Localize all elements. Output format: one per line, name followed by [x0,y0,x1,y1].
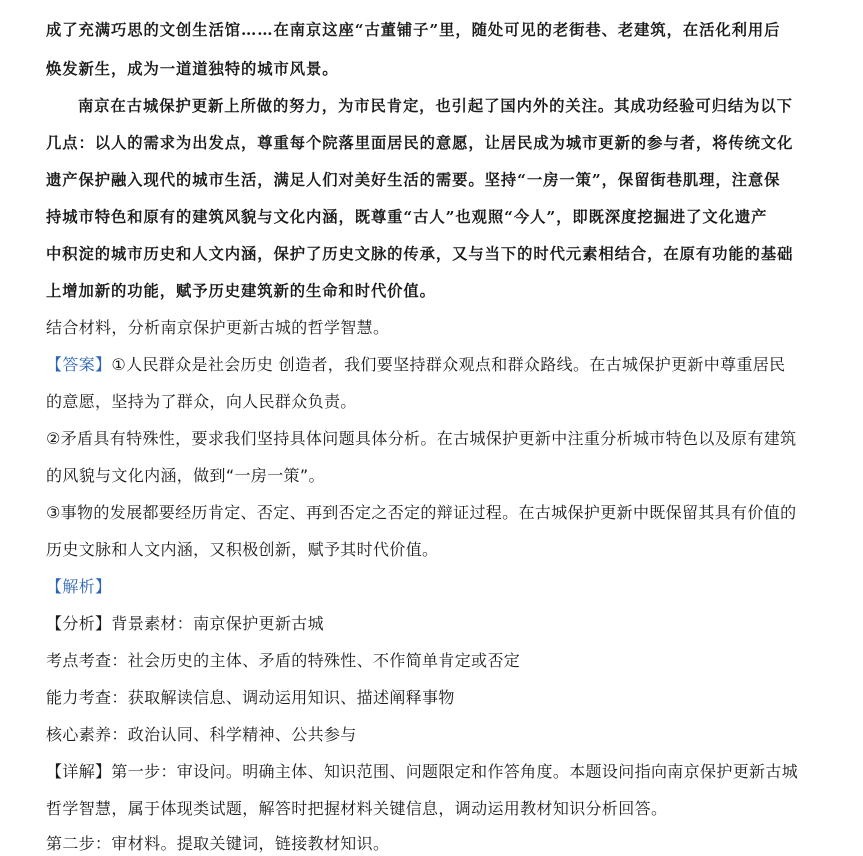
analysis-line-4: 核心素养：政治认同、科学精神、公共参与 [46,725,357,744]
answer-line-5: ③事物的发展都要经历肯定、否定、再到否定之否定的辩证过程。在古城保护更新中既保留其具有价值的 [46,503,797,522]
answer-tag: 【答案】 [46,355,112,374]
material-line-5: 遗产保护融入现代的城市生活，满足人们对美好生活的需要。坚持“一房一策”，保留街巷肌理，注意保 [46,171,781,189]
material-line-4: 几点：以人的需求为出发点，尊重每个院落里面居民的意愿，让居民成为城市更新的参与者，将传统文化 [46,134,794,152]
analysis-line-7: 第二步：审材料。提取关键词，链接教材知识。 [46,834,390,853]
answer-line-3: ②矛盾具有特殊性，要求我们坚持具体问题具体分析。在古城保护更新中注重分析城市特色以及原有建筑 [46,429,797,448]
analysis-line-5: 【详解】第一步：审设问。明确主体、知识范围、问题限定和作答角度。本题设问指向南京保护更新古城 [46,762,799,781]
analysis-line-2: 考点考查：社会历史的主体、矛盾的特殊性、不作简单肯定或否定 [46,651,521,670]
material-line-1: 成了充满巧思的文创生活馆……在南京这座“古董铺子”里，随处可见的老街巷、老建筑，在活化利用后 [46,21,781,39]
material-line-7: 中积淀的城市历史和人文内涵，保护了历史文脉的传承，又与当下的时代元素相结合，在原有功能的基础 [46,245,794,263]
analysis-tag: 【解析】 [46,577,112,596]
answer-line-2: 的意愿，坚持为了群众，向人民群众负责。 [46,392,357,411]
material-line-2: 焕发新生，成为一道道独特的城市风景。 [46,60,339,78]
answer-line-1-text: ①人民群众是社会历史 创造者，我们要坚持群众观点和群众路线。在古城保护更新中尊重居民 [111,355,786,374]
analysis-line-3: 能力考查：获取解读信息、调动运用知识、描述阐释事物 [46,688,455,707]
analysis-line-6: 哲学智慧，属于体现类试题，解答时把握材料关键信息，调动运用教材知识分析回答。 [46,799,668,818]
answer-line-1 [46,355,786,375]
material-line-6: 持城市特色和原有的建筑风貌与文化内涵，既尊重“古人”也观照“今人”，即既深度挖掘进了文化遗产 [46,208,768,226]
analysis-line-1: 【分析】背景素材：南京保护更新古城 [46,614,324,633]
answer-line-4: 的风貌与文化内涵，做到“一房一策”。 [46,466,325,485]
material-line-8: 上增加新的功能，赋予历史建筑新的生命和时代价值。 [46,282,436,300]
answer-line-6: 历史文脉和人文内涵，又积极创新，赋予其时代价值。 [46,540,439,559]
question-text: 结合材料，分析南京保护更新古城的哲学智慧。 [46,318,390,337]
material-line-3: 南京在古城保护更新上所做的努力，为市民肯定，也引起了国内外的关注。其成功经验可归结为以下 [78,97,793,115]
